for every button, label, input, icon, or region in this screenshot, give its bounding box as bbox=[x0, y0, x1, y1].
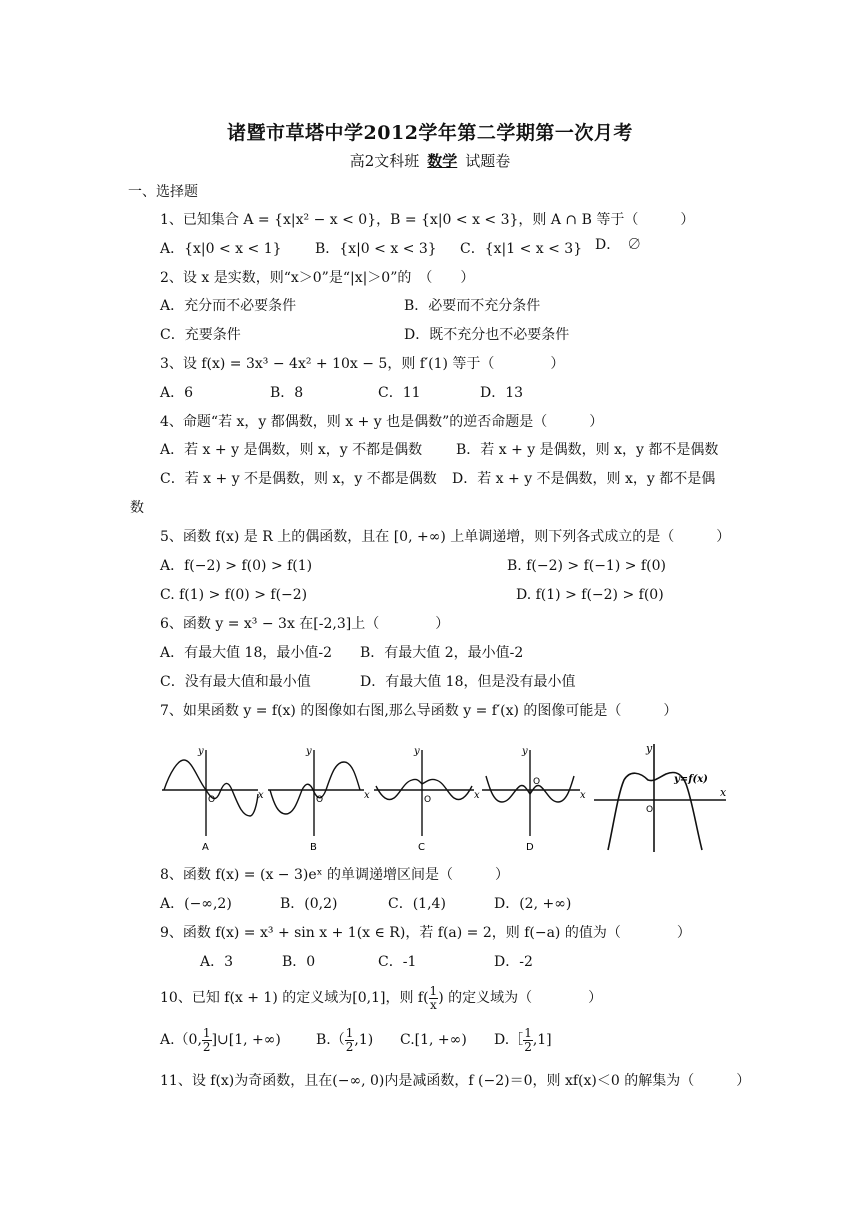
q9-option-a: A．3 bbox=[200, 954, 234, 970]
q10-option-b bbox=[316, 1026, 373, 1054]
q10-d-post: ,1] bbox=[532, 1032, 552, 1048]
graph-c bbox=[374, 750, 474, 836]
q10-a-post: ]∪[1, +∞) bbox=[211, 1032, 281, 1048]
q6-option-b: B．有最大值 2，最小值-2 bbox=[360, 645, 524, 661]
q2-option-a: A．充分而不必要条件 bbox=[160, 298, 297, 314]
q4-option-c: C．若 x + y 不是偶数，则 x，y 不都是偶数 bbox=[160, 471, 437, 487]
q4-option-b: B．若 x + y 是偶数，则 x，y 都不是偶数 bbox=[456, 442, 719, 458]
graph-ref-y-label: y bbox=[646, 742, 653, 755]
q10-b-half-den: 2 bbox=[345, 1039, 354, 1054]
graph-d-label: D bbox=[526, 842, 534, 853]
q4-option-d-cont: 数 bbox=[130, 500, 144, 516]
q10-b-pre: B.（ bbox=[316, 1032, 345, 1048]
q10-d-half bbox=[523, 1027, 533, 1054]
q9-option-c: C．-1 bbox=[378, 954, 417, 970]
graph-a bbox=[162, 750, 258, 836]
graph-a-origin: O bbox=[208, 795, 216, 805]
q2-option-c: C．充要条件 bbox=[160, 327, 241, 343]
graph-a-label: A bbox=[202, 842, 209, 853]
q10-b-half bbox=[345, 1027, 355, 1054]
q6-option-c: C．没有最大值和最小值 bbox=[160, 674, 311, 690]
q1-option-b: B．{x|0 < x < 3} bbox=[315, 241, 437, 257]
q1-option-a: A．{x|0 < x < 1} bbox=[160, 241, 282, 257]
q7-graphs bbox=[160, 742, 730, 854]
graph-b-x-label: x bbox=[364, 790, 370, 801]
q5-option-b: B. f(−2) > f(−1) > f(0) bbox=[507, 558, 666, 574]
q10-a-half-den: 2 bbox=[202, 1039, 211, 1054]
q10-stem-a: 10、已知 f(x + 1) 的定义域为[0,1]，则 f( bbox=[160, 990, 429, 1006]
graph-b-origin: O bbox=[316, 795, 324, 805]
graph-b-label: B bbox=[310, 842, 317, 853]
q10-frac-num: 1 bbox=[429, 983, 438, 998]
q8-option-a: A．(−∞,2) bbox=[160, 896, 232, 912]
q10-d-pre: D.［ bbox=[494, 1032, 524, 1048]
graph-c-x-label: x bbox=[474, 790, 480, 801]
q6-option-a: A．有最大值 18，最小值-2 bbox=[160, 645, 333, 661]
q10-fraction bbox=[429, 985, 439, 1012]
q8-stem: 8、函数 f(x) = (x − 3)eˣ 的单调递增区间是（ ） bbox=[160, 867, 510, 883]
subtitle-suffix: 试题卷 bbox=[465, 152, 511, 170]
q3-option-d: D．13 bbox=[480, 385, 524, 401]
q8-option-d: D．(2, +∞) bbox=[494, 896, 572, 912]
graph-a-x-label: x bbox=[258, 790, 264, 801]
q10-d-half-den: 2 bbox=[524, 1039, 532, 1054]
q3-option-b: B．8 bbox=[270, 385, 304, 401]
graph-ref-x-label: x bbox=[720, 786, 727, 799]
q10-b-half-num: 1 bbox=[345, 1025, 354, 1040]
graph-ref-origin: O bbox=[646, 805, 654, 815]
graph-a-curve bbox=[164, 760, 258, 816]
q10-a-half-num: 1 bbox=[202, 1025, 211, 1040]
q10-option-a bbox=[160, 1026, 281, 1054]
q4-option-a: A．若 x + y 是偶数，则 x，y 不都是偶数 bbox=[160, 442, 423, 458]
q3-stem: 3、设 f(x) = 3x³ − 4x² + 10x − 5，则 f′(1) 等于（ ） bbox=[160, 356, 565, 372]
q5-stem: 5、函数 f(x) 是 R 上的偶函数，且在 [0, +∞) 上单调递增，则下列各式成立的是（ ） bbox=[160, 529, 731, 545]
section-heading: 一、选择题 bbox=[128, 184, 198, 200]
graph-c-origin: O bbox=[424, 795, 432, 805]
q3-option-c: C．11 bbox=[378, 385, 421, 401]
q4-option-d: D．若 x + y 不是偶数，则 x，y 都不是偶 bbox=[452, 471, 716, 487]
graph-b-y-label: y bbox=[306, 746, 312, 757]
graph-reference bbox=[594, 744, 726, 852]
graph-d-x-label: x bbox=[580, 790, 586, 801]
q3-option-a: A．6 bbox=[160, 385, 194, 401]
subtitle-subject: 数学 bbox=[427, 152, 458, 170]
graph-d-origin: O bbox=[533, 777, 541, 787]
q1-stem: 1、已知集合 A = {x|x² − x < 0}，B = {x|0 < x < 3}，则 A ∩ B 等于（ ） bbox=[160, 212, 695, 228]
q8-option-c: C．(1,4) bbox=[388, 896, 446, 912]
q9-option-d: D．-2 bbox=[494, 954, 533, 970]
q10-option-c: C.[1, +∞) bbox=[400, 1032, 467, 1048]
q7-stem: 7、如果函数 y = f(x) 的图像如右图,那么导函数 y = f′(x) 的图像可能是（ ） bbox=[160, 703, 678, 719]
q10-d-half-num: 1 bbox=[524, 1025, 532, 1040]
graph-c-label: C bbox=[418, 842, 425, 853]
q10-option-d bbox=[494, 1026, 552, 1054]
q5-option-a: A．f(−2) > f(0) > f(1) bbox=[160, 558, 313, 574]
q4-stem: 4、命题“若 x，y 都偶数，则 x + y 也是偶数”的逆否命题是（ ） bbox=[160, 414, 604, 430]
graph-d bbox=[482, 750, 580, 836]
graph-d-y-label: y bbox=[522, 746, 528, 757]
q5-option-d: D. f(1) > f(−2) > f(0) bbox=[516, 587, 664, 603]
q6-stem: 6、函数 y = x³ − 3x 在[-2,3]上（ ） bbox=[160, 616, 450, 632]
q9-option-b: B．0 bbox=[282, 954, 316, 970]
q8-option-b: B．(0,2) bbox=[280, 896, 338, 912]
graph-c-y-label: y bbox=[414, 746, 420, 757]
exam-title: 诸暨市草塔中学2012学年第二学期第一次月考 bbox=[227, 122, 633, 144]
q10-stem-b: ) 的定义域为（ ） bbox=[438, 990, 603, 1006]
q2-option-d: D．既不充分也不必要条件 bbox=[404, 327, 570, 343]
q6-option-d: D．有最大值 18，但是没有最小值 bbox=[360, 674, 576, 690]
q10-a-pre: A.（0, bbox=[160, 1032, 202, 1048]
q2-option-b: B．必要而不充分条件 bbox=[404, 298, 541, 314]
graph-ref-label: y=f(x) bbox=[674, 774, 708, 785]
q10-b-post: ,1) bbox=[354, 1032, 374, 1048]
q9-stem: 9、函数 f(x) = x³ + sin x + 1(x ∈ R)，若 f(a) = 2，则 f(−a) 的值为（ ） bbox=[160, 925, 691, 941]
q10-a-half bbox=[202, 1027, 212, 1054]
q11-stem: 11、设 f(x)为奇函数，且在(−∞, 0)内是减函数，f (−2)＝0，则 xf(x)＜0 的解集为（ ） bbox=[160, 1073, 751, 1089]
exam-subtitle bbox=[0, 150, 860, 171]
subtitle-class: 高2文科班 bbox=[349, 152, 420, 170]
q10-stem bbox=[160, 984, 602, 1012]
q1-option-c: C．{x|1 < x < 3} bbox=[460, 241, 583, 257]
q2-stem: 2、设 x 是实数，则“x＞0”是“|x|＞0”的 （ ） bbox=[160, 270, 475, 286]
graph-b-curve bbox=[270, 762, 360, 814]
q10-frac-den: x bbox=[429, 997, 437, 1012]
q1-option-d: D． ∅ bbox=[595, 237, 642, 253]
graph-a-y-label: y bbox=[198, 746, 204, 757]
graph-b bbox=[268, 750, 364, 836]
q5-option-c: C. f(1) > f(0) > f(−2) bbox=[160, 587, 308, 603]
